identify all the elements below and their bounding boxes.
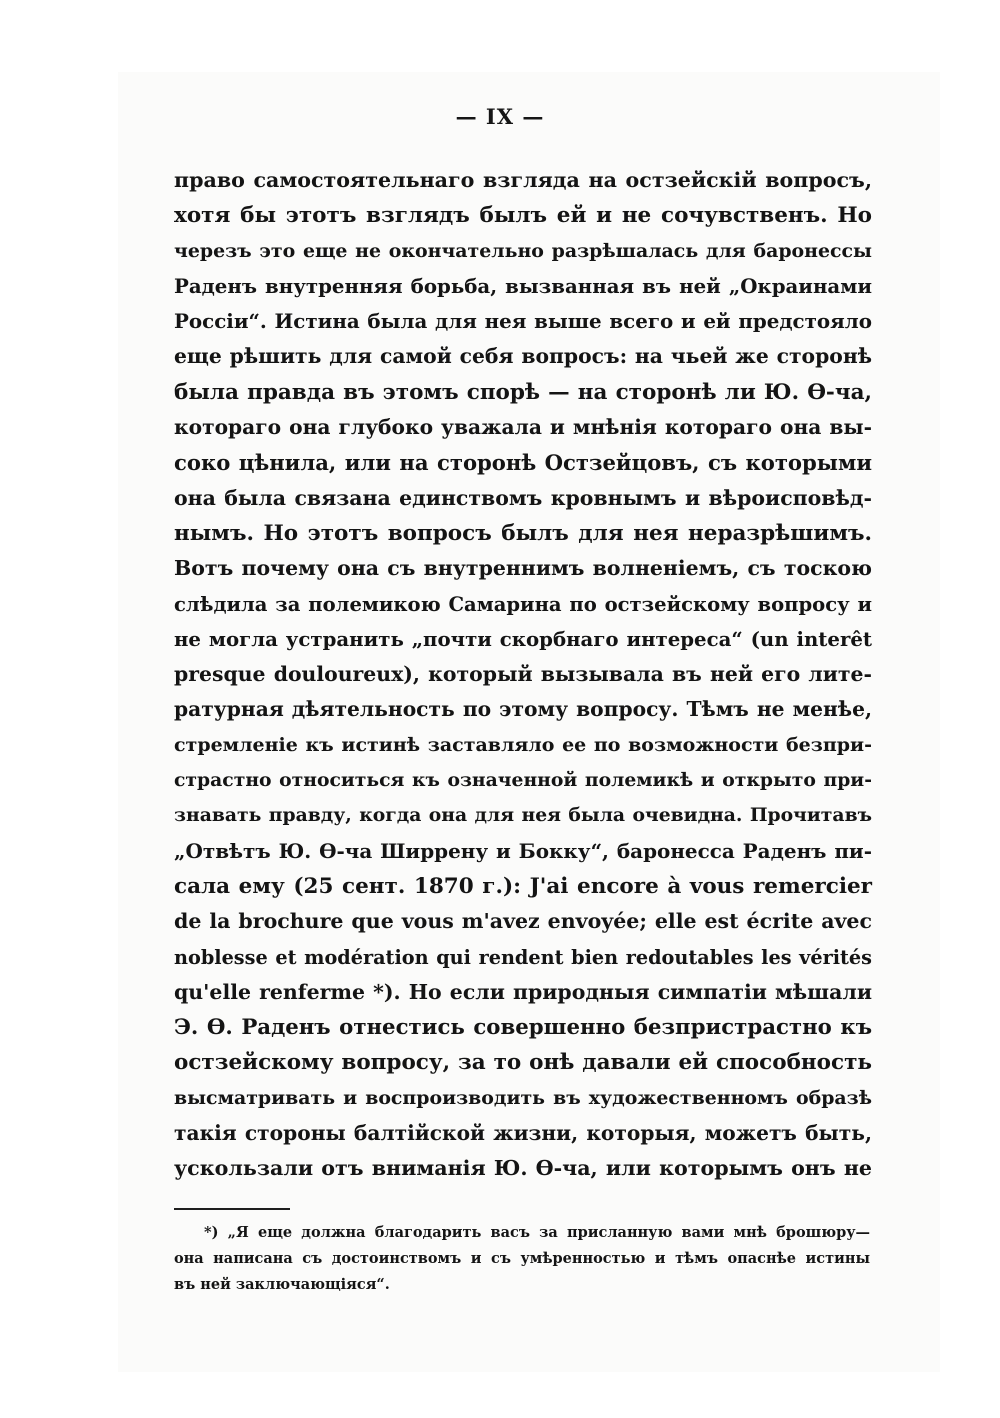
text-line: noblesse et modération qui rendent bien redoutables les vérités bbox=[174, 945, 872, 969]
text-line: Россіи“. Истина была для нея выше всего и ей предстояло bbox=[174, 309, 872, 334]
text-line: presque douloureux), который вызывала въ ней его лите- bbox=[174, 662, 872, 687]
page-number-header: — IX — bbox=[455, 104, 545, 129]
text-line: ускользали отъ вниманія Ю. Ѳ-ча, или которымъ онъ не bbox=[174, 1156, 872, 1181]
text-line: остзейскому вопросу, за то онѣ давали ей способность bbox=[174, 1050, 872, 1076]
text-line: она была связана единствомъ кровнымъ и вѣроисповѣд- bbox=[174, 485, 872, 510]
text-line: еще рѣшить для самой себя вопросъ: на чьей же сторонѣ bbox=[174, 344, 872, 369]
text-line: Раденъ внутренняя борьба, вызванная въ ней „Окраинами bbox=[174, 273, 872, 298]
footnote-line: она написана съ достоинствомъ и съ умѣренностью и тѣмъ опаснѣе истины bbox=[174, 1250, 870, 1267]
text-line: Э. Ѳ. Раденъ отнестись совершенно безпристрастно къ bbox=[174, 1015, 872, 1041]
text-line: de la brochure que vous m'avez envoyée; elle est écrite avec bbox=[174, 909, 872, 934]
text-line: Вотъ почему она съ внутреннимъ волненіемъ, съ тоскою bbox=[174, 556, 872, 581]
text-line: стремленіе къ истинѣ заставляло ее по возможности безпри- bbox=[174, 733, 872, 756]
text-line: „Отвѣтъ Ю. Ѳ-ча Ширрену и Бокку“, баронесса Раденъ пи- bbox=[174, 838, 872, 863]
text-line: нымъ. Но этотъ вопросъ былъ для нея неразрѣшимъ. bbox=[174, 520, 872, 546]
footnote-block bbox=[174, 1220, 870, 1298]
text-line: знавать правду, когда она для нея была очевидна. Прочитавъ bbox=[174, 804, 872, 827]
text-line: хотя бы этотъ взглядъ былъ ей и не сочувственъ. Но bbox=[174, 203, 872, 229]
text-line: такія стороны балтійской жизни, которыя, можетъ быть, bbox=[174, 1121, 872, 1146]
text-line: не могла устранить „почти скорбнаго интереса“ (un interêt bbox=[174, 626, 872, 651]
main-text-block bbox=[174, 163, 872, 1187]
text-line: qu'elle renferme *). Но если природныя симпатіи мѣшали bbox=[174, 979, 872, 1004]
footnote-line: въ ней заключающіяся“. bbox=[174, 1276, 390, 1293]
text-line: сала ему (25 сент. 1870 г.): J'ai encore à vous remercier bbox=[174, 873, 872, 899]
text-line: ратурная дѣятельность по этому вопросу. Тѣмъ не менѣе, bbox=[174, 697, 872, 722]
text-line: высматривать и воспроизводить въ художественномъ образѣ bbox=[174, 1086, 872, 1109]
text-line: страстно относиться къ означенной полемикѣ и открыто при- bbox=[174, 769, 872, 792]
text-line: черезъ это еще не окончательно разрѣшалась для баронессы bbox=[174, 239, 872, 262]
text-line: котораго она глубоко уважала и мнѣнія котораго она вы- bbox=[174, 415, 872, 440]
text-line: была правда въ этомъ спорѣ — на сторонѣ ли Ю. Ѳ-ча, bbox=[174, 379, 872, 405]
footnote-separator bbox=[174, 1208, 290, 1210]
footnote-line: *) „Я еще должна благодарить васъ за присланную вами мнѣ брошюру— bbox=[204, 1224, 870, 1241]
text-line: право самостоятельнаго взгляда на остзейскій вопросъ, bbox=[174, 168, 872, 192]
text-line: соко цѣнила, или на сторонѣ Остзейцовъ, съ которыми bbox=[174, 450, 872, 476]
text-line: слѣдила за полемикою Самарина по остзейскому вопросу и bbox=[174, 592, 872, 616]
